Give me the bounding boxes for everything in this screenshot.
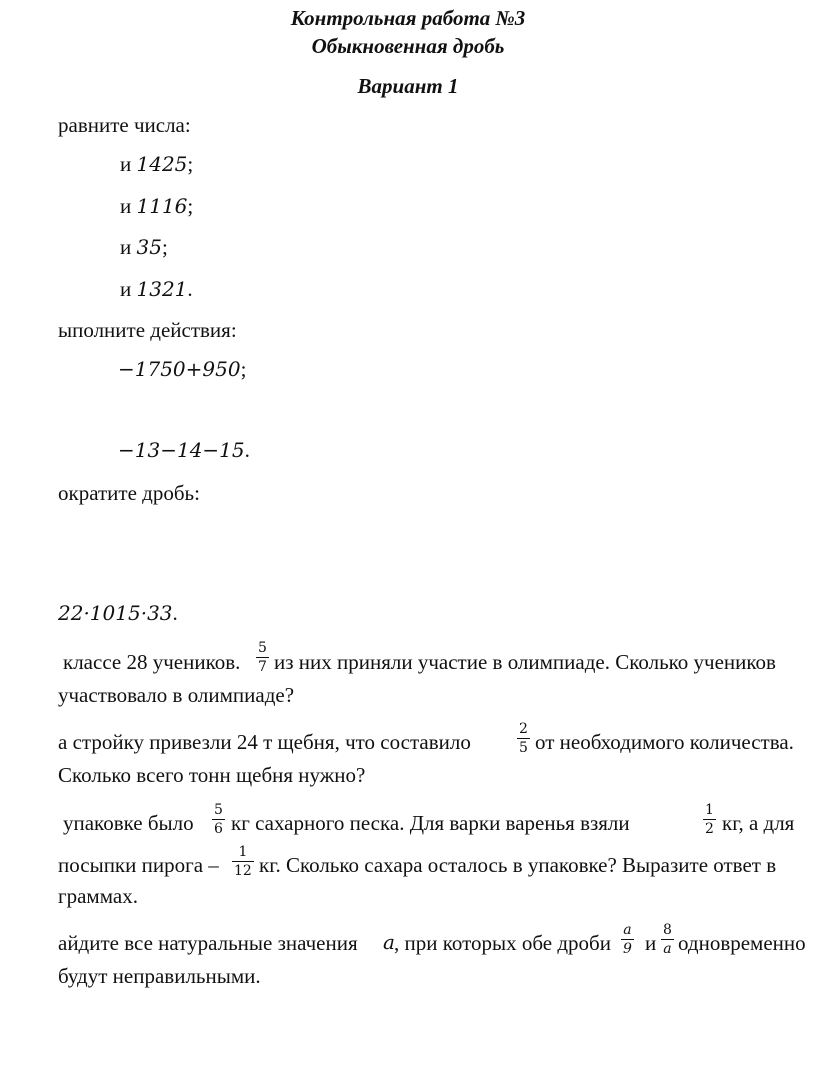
task5-text: от необходимого количества. [535,730,794,754]
task3-expression: 22·1015·33 [58,601,173,625]
task7-variable: a [383,930,395,954]
task2-item [118,440,250,461]
page-subtitle: Обыкновенная дробь [311,34,505,58]
task7-fraction [621,923,634,956]
fraction-denominator: 2 [705,821,714,837]
task5-fraction [517,722,530,755]
item-expression: −13−14−15 [118,438,245,462]
task4-text: классе 28 учеников. [63,650,241,674]
task6-text: кг, а для [722,811,795,835]
variant-label: Вариант 1 [357,74,459,98]
fraction-denominator: 9 [623,941,632,957]
item-end: . [187,277,193,301]
task7-text: одновременно [678,931,806,955]
fraction-numerator: a [623,922,632,938]
item-end: ; [240,357,247,381]
task2-heading: ыполните действия: [58,318,237,342]
item-end: ; [187,152,194,176]
task6-text-line3: граммах. [58,884,138,908]
fraction-numerator: 1 [705,802,714,818]
task1-item [120,196,193,217]
item-end: ; [187,194,194,218]
fraction-denominator: a [663,941,672,957]
item-expression: 1116 [136,194,188,218]
task5-text-line2: Сколько всего тонн щебня нужно? [58,763,366,787]
fraction-numerator: 5 [214,802,223,818]
fraction-denominator: 12 [234,863,252,879]
task6-fraction [703,803,716,836]
item-end: . [244,438,250,462]
fraction-numerator: 5 [258,640,267,656]
task7-text: , при которых обе дроби [394,931,611,955]
task1-item [120,279,193,300]
item-prefix: и [120,235,132,259]
task4-text-line2: участвовало в олимпиаде? [58,683,295,707]
item-expression: −1750+950 [118,357,241,381]
fraction-denominator: 7 [258,659,267,675]
task1-item [120,237,168,258]
task6-text-line2: кг. Сколько сахара осталось в упаковке? Выразите ответ в [259,853,777,877]
task6-text-line2: посыпки пирога – [58,853,219,877]
task7-text-line2: будут неправильными. [58,964,261,988]
task5-text: а стройку привезли 24 т щебня, что составило [58,730,471,754]
page-title: Контрольная работа №3 [290,6,526,30]
task3-expression-line [58,603,178,624]
task4-text: из них приняли участие в олимпиаде. Сколько учеников [274,650,776,674]
item-expression: 35 [136,235,162,259]
task6-text: кг сахарного песка. Для варки варенья взяли [231,811,630,835]
task7-text: и [645,931,657,955]
item-prefix: и [120,277,132,301]
task1-heading: равните числа: [58,113,191,137]
fraction-numerator: 8 [663,922,672,938]
task2-item [118,359,246,380]
fraction-numerator: 1 [238,844,248,860]
task3-heading: ократите дробь: [58,481,200,505]
task1-item [120,154,193,175]
item-prefix: и [120,152,132,176]
task6-fraction [212,803,225,836]
fraction-denominator: 6 [214,821,223,837]
task7-fraction [661,923,674,956]
item-prefix: и [120,194,132,218]
item-expression: 1321 [136,277,188,301]
item-end: . [172,601,178,625]
item-expression: 1425 [136,152,188,176]
fraction-numerator: 2 [519,721,528,737]
item-end: ; [161,235,168,259]
fraction-denominator: 5 [519,740,528,756]
task7-text: айдите все натуральные значения [58,931,358,955]
task4-fraction [256,641,269,674]
task6-text: упаковке было [63,811,194,835]
task6-fraction [232,845,254,878]
